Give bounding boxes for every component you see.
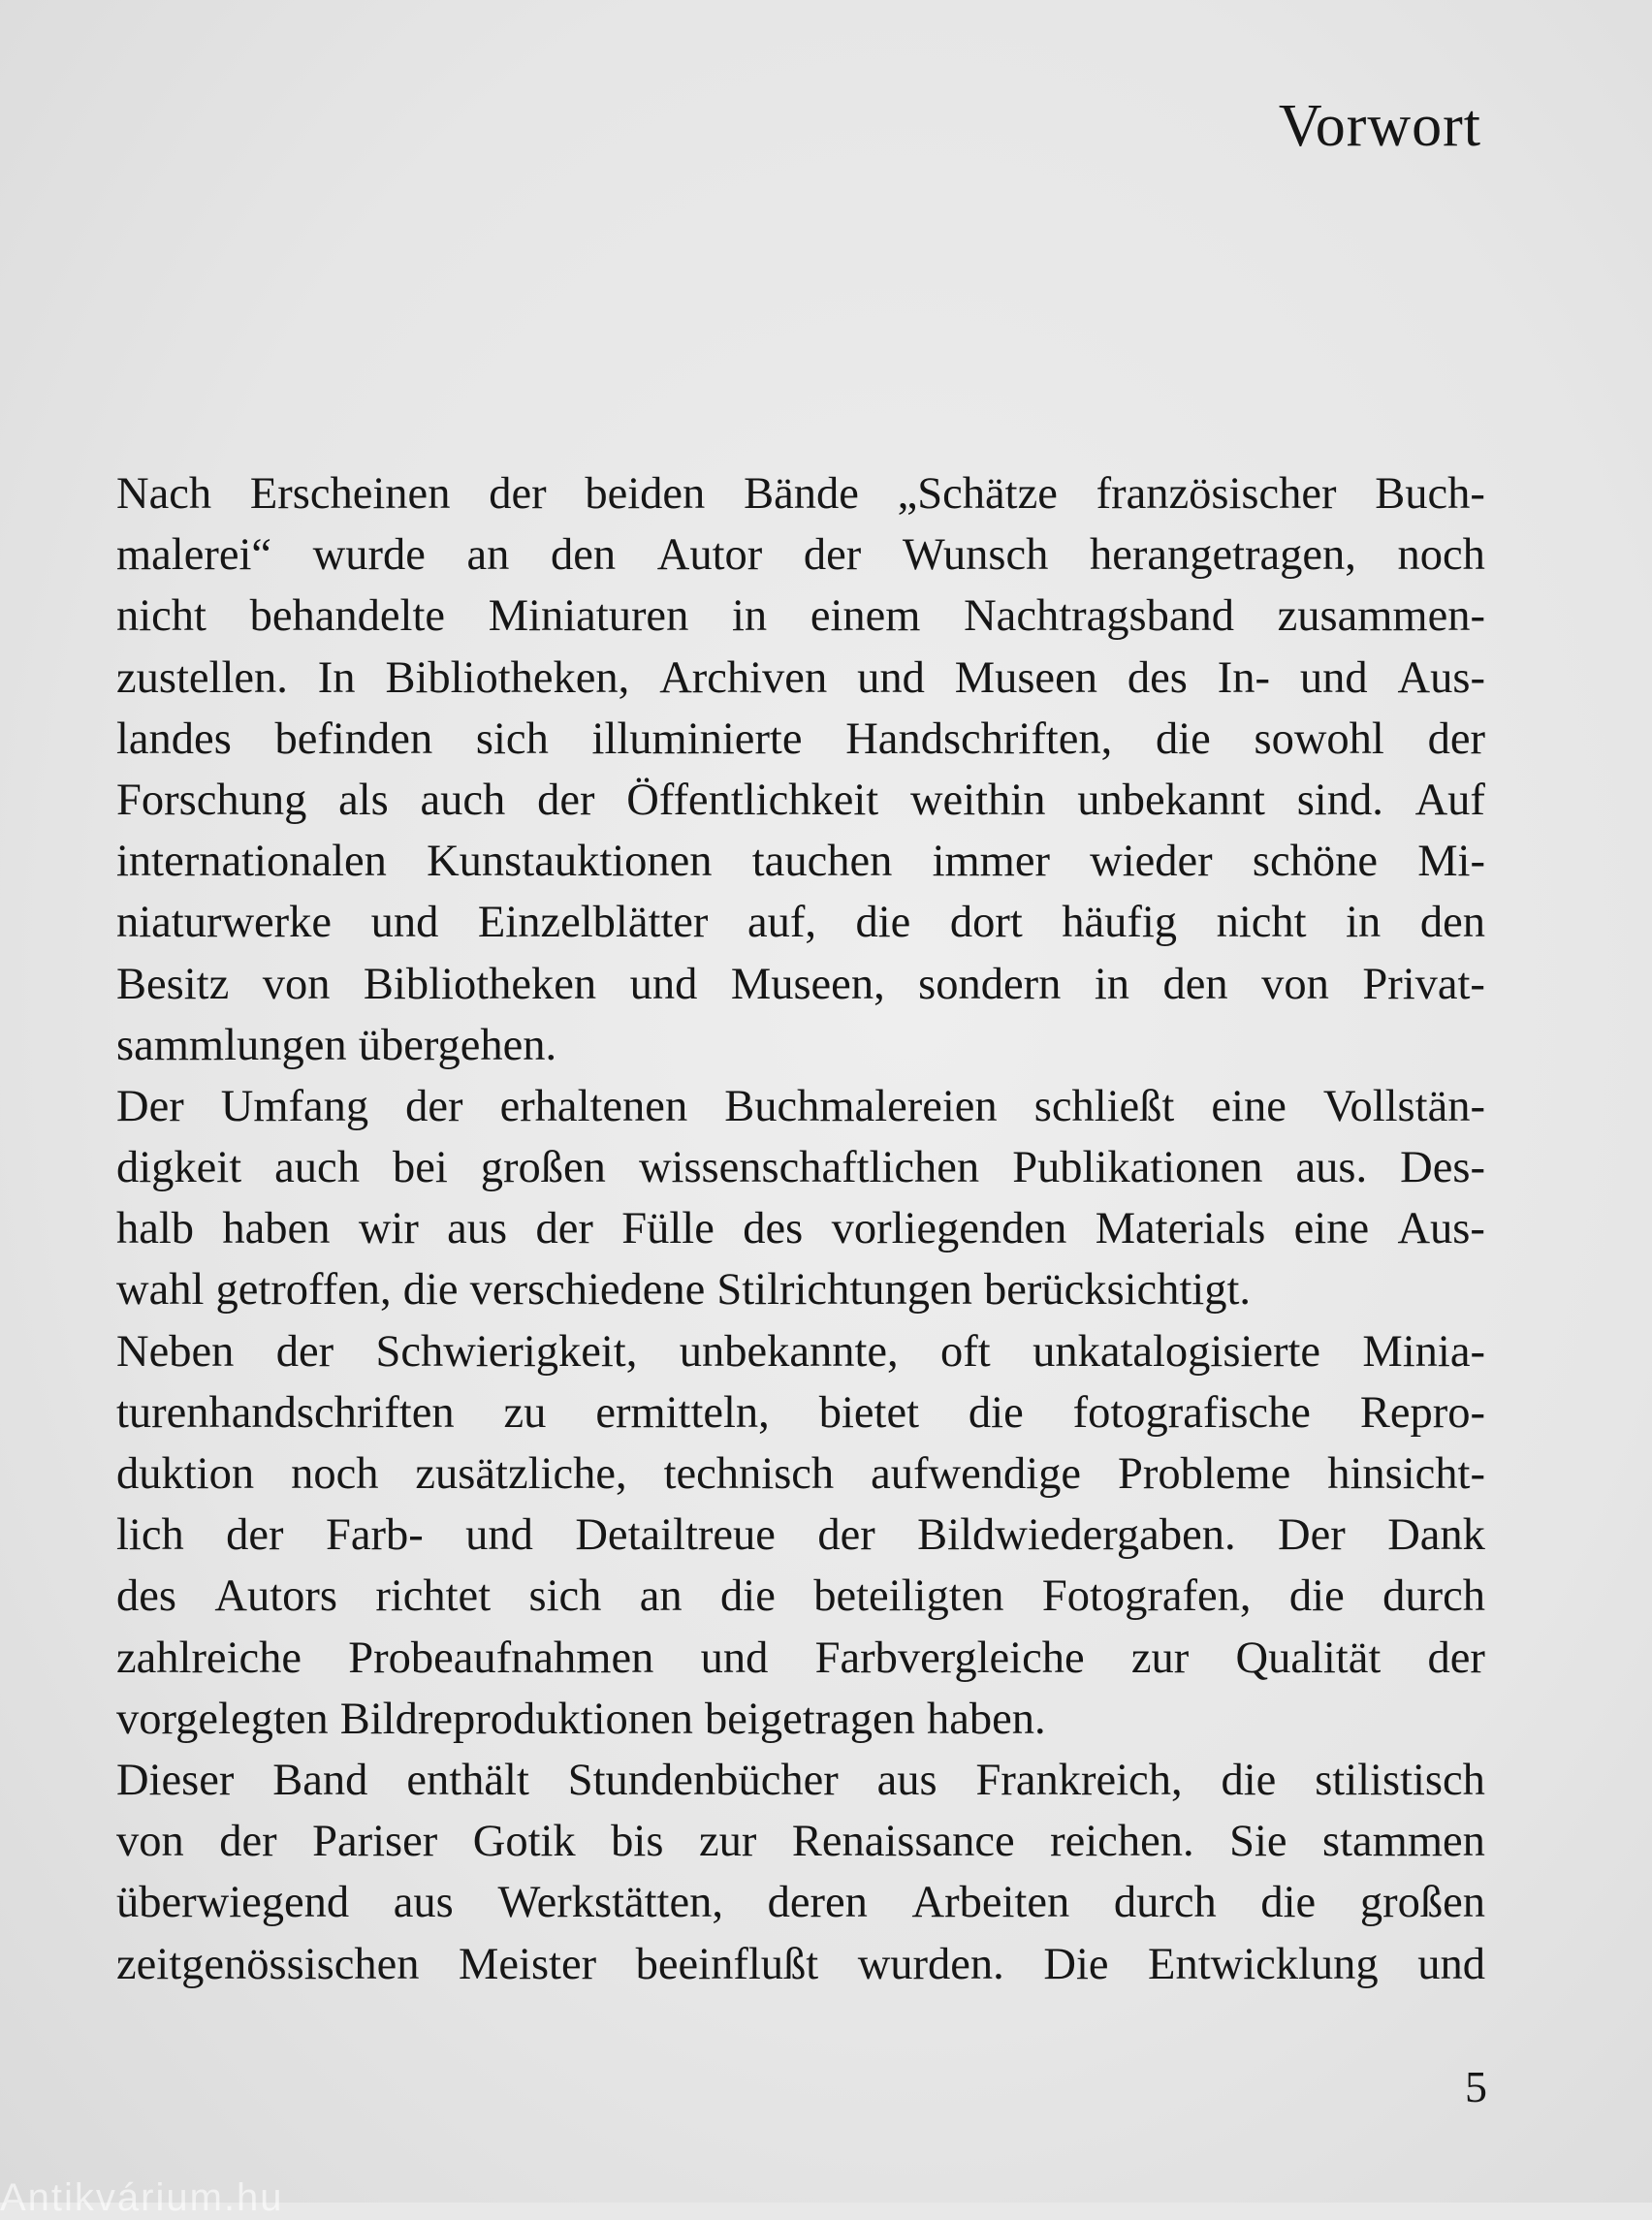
text-line: Besitz von Bibliotheken und Museen, sondern in den von Privat- [116, 959, 1485, 1009]
text-line: Neben der Schwierigkeit, unbekannte, oft unkatalogisierte Minia- [116, 1326, 1485, 1377]
text-line: zustellen. In Bibliotheken, Archiven und Museen des In- und Aus- [116, 652, 1485, 703]
text-line: des Autors richtet sich an die beteiligten Fotografen, die durch [116, 1571, 1485, 1622]
text-line: nicht behandelte Miniaturen in einem Nachtragsband zusammen- [116, 591, 1485, 642]
text-line: digkeit auch bei großen wissenschaftlichen Publikationen aus. Des- [116, 1143, 1485, 1193]
paragraph [116, 1321, 1485, 1750]
text-line: Nach Erscheinen der beiden Bände „Schätze französischer Buch- [116, 469, 1485, 519]
page-number: 5 [1465, 2062, 1487, 2111]
text-line: duktion noch zusätzliche, technisch aufwendige Probleme hinsicht- [116, 1449, 1485, 1499]
page-heading: Vorwort [1278, 93, 1481, 159]
text-line: niaturwerke und Einzelblätter auf, die dort häufig nicht in den [116, 898, 1485, 948]
paragraph [116, 1076, 1485, 1321]
watermark: Antikvárium.hu [0, 2176, 284, 2219]
text-line: halb haben wir aus der Fülle des vorliegenden Materials eine Aus- [116, 1204, 1485, 1254]
body-text [116, 463, 1485, 1995]
text-line: zeitgenössischen Meister beeinflußt wurden. Die Entwicklung und [116, 1939, 1485, 1989]
text-line: wahl getroffen, die verschiedene Stilrichtungen berücksichtigt. [116, 1265, 1252, 1316]
text-line: überwiegend aus Werkstätten, deren Arbeiten durch die großen [116, 1878, 1485, 1928]
text-line: Der Umfang der erhaltenen Buchmalereien schließt eine Vollstän- [116, 1081, 1485, 1131]
paragraph [116, 1750, 1485, 1995]
text-line: sammlungen übergehen. [116, 1020, 557, 1070]
text-line: landes befinden sich illuminierte Handschriften, die sowohl der [116, 714, 1485, 764]
paragraph [116, 463, 1485, 1076]
text-line: Dieser Band enthält Stundenbücher aus Frankreich, die stilistisch [116, 1755, 1485, 1805]
text-line: lich der Farb- und Detailtreue der Bildwiedergaben. Der Dank [116, 1510, 1485, 1561]
text-line: turenhandschriften zu ermitteln, bietet die fotografische Repro- [116, 1387, 1485, 1438]
text-line: von der Pariser Gotik bis zur Renaissance reichen. Sie stammen [116, 1817, 1485, 1867]
text-line: internationalen Kunstauktionen tauchen immer wieder schöne Mi- [116, 837, 1485, 887]
text-line: malerei“ wurde an den Autor der Wunsch herangetragen, noch [116, 530, 1485, 581]
text-line: zahlreiche Probeaufnahmen und Farbvergleiche zur Qualität der [116, 1633, 1485, 1683]
text-line: vorgelegten Bildreproduktionen beigetragen haben. [116, 1694, 1046, 1744]
text-line: Forschung als auch der Öffentlichkeit weithin unbekannt sind. Auf [116, 775, 1485, 825]
